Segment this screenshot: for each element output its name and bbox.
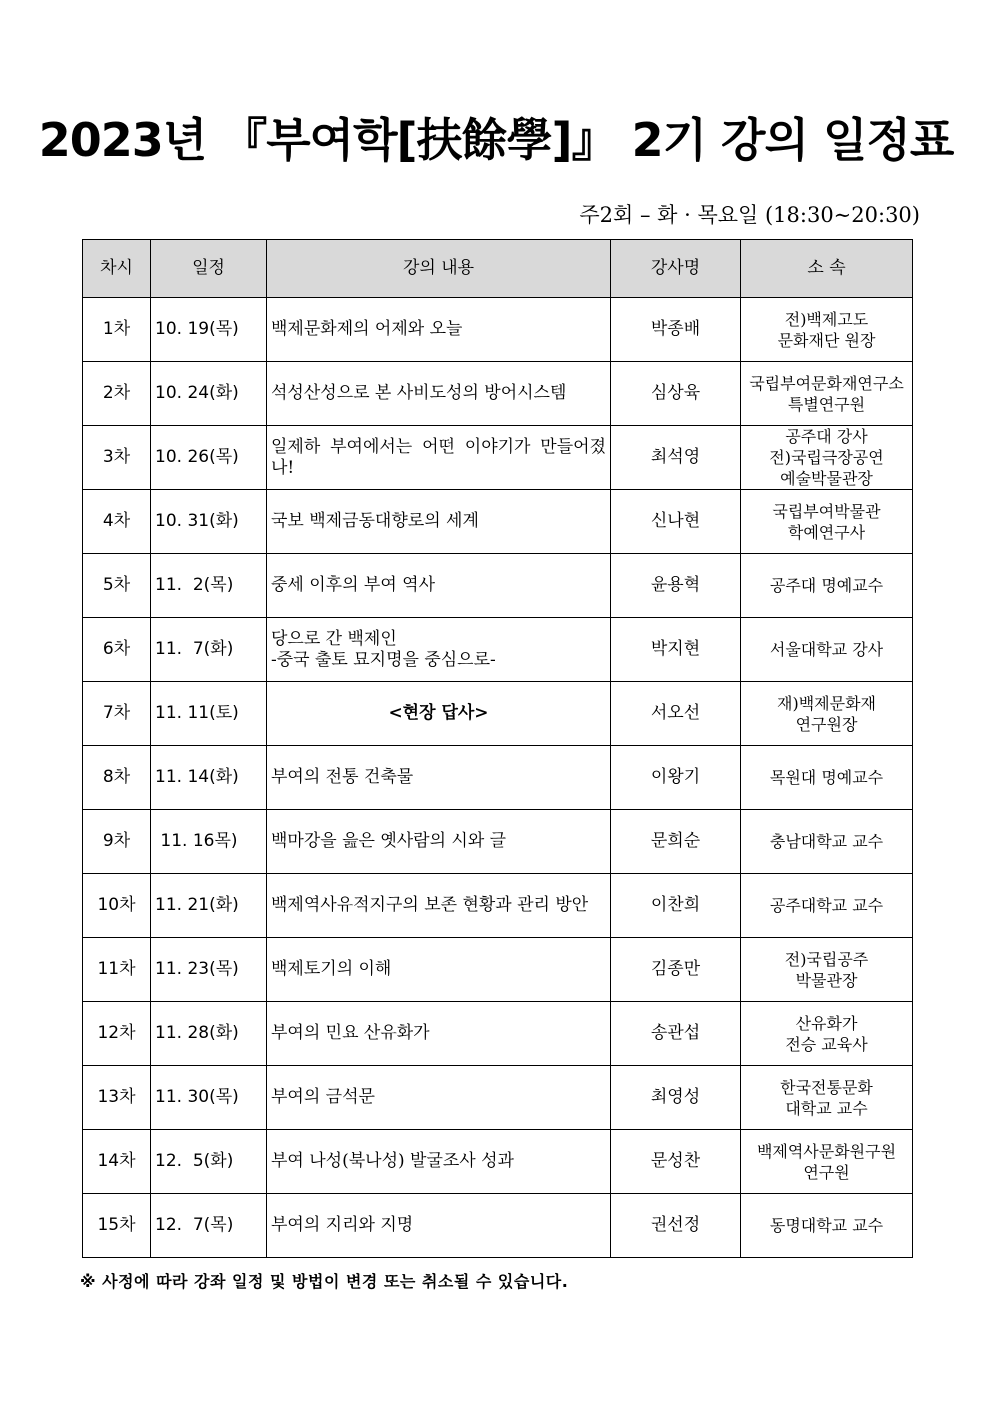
cell-date: 12. 7(목)	[151, 1194, 267, 1258]
table-row	[83, 746, 913, 810]
cell-session: 15차	[83, 1194, 151, 1258]
cell-lecturer: 이찬희	[611, 874, 741, 938]
header-session: 차시	[83, 240, 151, 298]
cell-content: 당으로 간 백제인 -중국 출토 묘지명을 중심으로-	[267, 618, 611, 682]
cell-affiliation: 재)백제문화재 연구원장	[741, 682, 913, 746]
table-row	[83, 618, 913, 682]
cell-session: 13차	[83, 1066, 151, 1130]
cell-session: 14차	[83, 1130, 151, 1194]
cell-content: 부여 나성(북나성) 발굴조사 성과	[267, 1130, 611, 1194]
header-affiliation: 소 속	[741, 240, 913, 298]
cell-lecturer: 문희순	[611, 810, 741, 874]
lecture-schedule-table	[82, 239, 913, 1258]
cell-date: 11. 2(목)	[151, 554, 267, 618]
cell-session: 12차	[83, 1002, 151, 1066]
cell-date: 11. 23(목)	[151, 938, 267, 1002]
cell-content: 백제문화제의 어제와 오늘	[267, 298, 611, 362]
cell-date: 10. 19(목)	[151, 298, 267, 362]
header-content: 강의 내용	[267, 240, 611, 298]
table-row	[83, 874, 913, 938]
table-row	[83, 554, 913, 618]
table-row	[83, 938, 913, 1002]
cell-affiliation: 백제역사문화원구원 연구원	[741, 1130, 913, 1194]
cell-session: 2차	[83, 362, 151, 426]
cell-date: 11. 28(화)	[151, 1002, 267, 1066]
table-row	[83, 810, 913, 874]
cell-affiliation: 산유화가 전승 교육사	[741, 1002, 913, 1066]
cell-affiliation: 전)국립공주 박물관장	[741, 938, 913, 1002]
cell-affiliation: 한국전통문화 대학교 교수	[741, 1066, 913, 1130]
cell-date: 11. 11(토)	[151, 682, 267, 746]
cell-content: <현장 답사>	[267, 682, 611, 746]
header-lecturer: 강사명	[611, 240, 741, 298]
cell-content: 부여의 지리와 지명	[267, 1194, 611, 1258]
cell-session: 1차	[83, 298, 151, 362]
cell-lecturer: 송관섭	[611, 1002, 741, 1066]
cell-affiliation: 전)백제고도 문화재단 원장	[741, 298, 913, 362]
cell-affiliation: 공주대 강사 전)국립극장공연 예술박물관장	[741, 426, 913, 490]
cell-content: 백제토기의 이해	[267, 938, 611, 1002]
cell-session: 7차	[83, 682, 151, 746]
cell-lecturer: 이왕기	[611, 746, 741, 810]
cell-session: 8차	[83, 746, 151, 810]
cell-date: 11. 16목)	[151, 810, 267, 874]
cell-affiliation: 공주대 명예교수	[741, 554, 913, 618]
cell-session: 6차	[83, 618, 151, 682]
cell-lecturer: 김종만	[611, 938, 741, 1002]
cell-lecturer: 신나현	[611, 490, 741, 554]
table-body	[83, 298, 913, 1258]
cell-date: 12. 5(화)	[151, 1130, 267, 1194]
notice-text: ※ 사정에 따라 강좌 일정 및 방법이 변경 또는 취소될 수 있습니다.	[80, 1272, 569, 1291]
table-header-row	[83, 240, 913, 298]
cell-affiliation: 목원대 명예교수	[741, 746, 913, 810]
cell-content: 부여의 민요 산유화가	[267, 1002, 611, 1066]
cell-content: 백제역사유적지구의 보존 현황과 관리 방안	[267, 874, 611, 938]
cell-session: 5차	[83, 554, 151, 618]
cell-content: 중세 이후의 부여 역사	[267, 554, 611, 618]
cell-affiliation: 서울대학교 강사	[741, 618, 913, 682]
cell-lecturer: 박종배	[611, 298, 741, 362]
cell-lecturer: 박지현	[611, 618, 741, 682]
cell-content: 석성산성으로 본 사비도성의 방어시스템	[267, 362, 611, 426]
schedule-subtitle: 주2회 – 화 · 목요일 (18:30∼20:30)	[579, 203, 920, 227]
cell-lecturer: 심상육	[611, 362, 741, 426]
table-row	[83, 1002, 913, 1066]
header-date: 일정	[151, 240, 267, 298]
cell-session: 10차	[83, 874, 151, 938]
cell-session: 3차	[83, 426, 151, 490]
cell-date: 10. 26(목)	[151, 426, 267, 490]
cell-content: 일제하 부여에서는 어떤 이야기가 만들어졌나!	[267, 426, 611, 490]
cell-date: 11. 7(화)	[151, 618, 267, 682]
cell-session: 11차	[83, 938, 151, 1002]
cell-lecturer: 문성찬	[611, 1130, 741, 1194]
cell-date: 10. 24(화)	[151, 362, 267, 426]
cell-content: 부여의 전통 건축물	[267, 746, 611, 810]
cell-affiliation: 동명대학교 교수	[741, 1194, 913, 1258]
cell-date: 11. 21(화)	[151, 874, 267, 938]
table-row	[83, 426, 913, 490]
cell-session: 4차	[83, 490, 151, 554]
cell-date: 10. 31(화)	[151, 490, 267, 554]
cell-affiliation: 국립부여박물관 학예연구사	[741, 490, 913, 554]
cell-affiliation: 국립부여문화재연구소 특별연구원	[741, 362, 913, 426]
table-row	[83, 362, 913, 426]
table-row	[83, 298, 913, 362]
cell-content: 백마강을 읊은 옛사람의 시와 글	[267, 810, 611, 874]
table-row	[83, 682, 913, 746]
cell-session: 9차	[83, 810, 151, 874]
cell-content: 국보 백제금동대향로의 세계	[267, 490, 611, 554]
cell-affiliation: 공주대학교 교수	[741, 874, 913, 938]
page-title: 2023년 『부여학[扶餘學]』 2기 강의 일정표	[38, 113, 954, 167]
cell-lecturer: 최석영	[611, 426, 741, 490]
cell-date: 11. 30(목)	[151, 1066, 267, 1130]
table-row	[83, 1130, 913, 1194]
cell-affiliation: 충남대학교 교수	[741, 810, 913, 874]
cell-lecturer: 최영성	[611, 1066, 741, 1130]
cell-lecturer: 권선정	[611, 1194, 741, 1258]
table-row	[83, 1066, 913, 1130]
cell-lecturer: 윤용혁	[611, 554, 741, 618]
cell-content: 부여의 금석문	[267, 1066, 611, 1130]
table-row	[83, 490, 913, 554]
cell-lecturer: 서오선	[611, 682, 741, 746]
cell-date: 11. 14(화)	[151, 746, 267, 810]
table-row	[83, 1194, 913, 1258]
